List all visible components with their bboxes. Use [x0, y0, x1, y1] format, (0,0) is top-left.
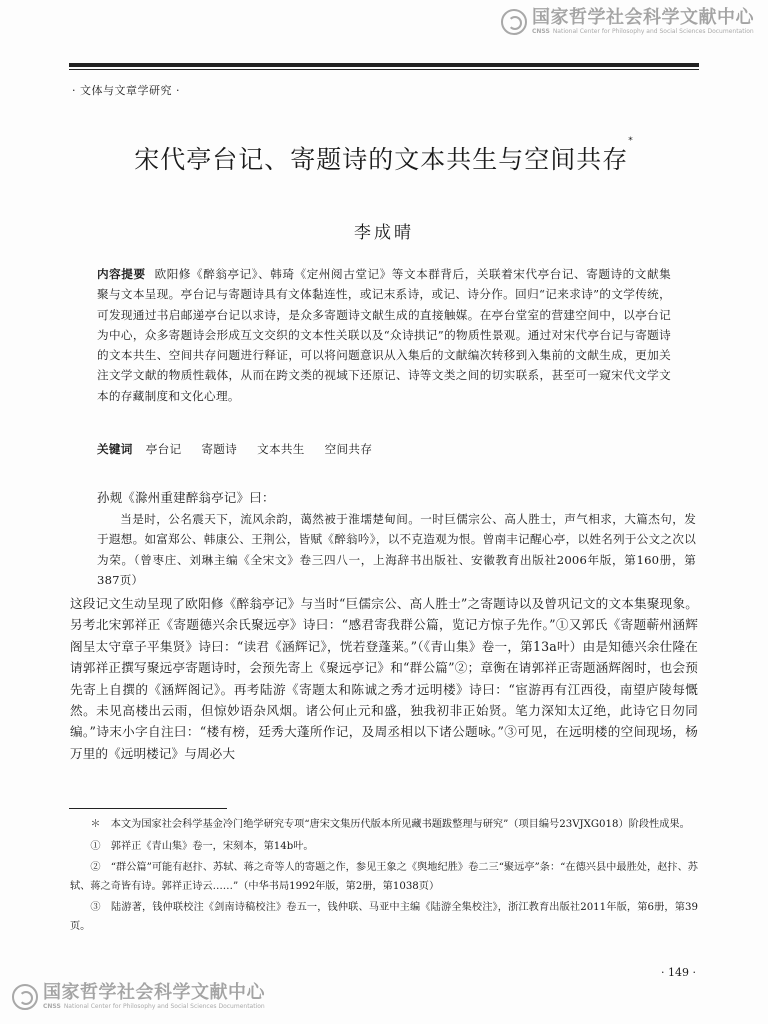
keyword: 亭台记	[145, 442, 182, 456]
article-title: 宋代亭台记、寄题诗的文本共生与空间共存*	[134, 136, 634, 174]
watermark-subtitle: CNSS National Center for Philosophy and Social Sciences Documentation	[532, 28, 754, 35]
footnote: ② “群公篇”可能有赵抃、苏轼、蒋之奇等人的寄题之作，参见王象之《舆地纪胜》卷二三“聚远亭”条：“在德兴县中最胜处，赵抃、苏轼、蒋之奇皆有诗。郭祥正诗云……”（中华书局1992年版，第2册，第1038页）	[70, 862, 698, 892]
logo-icon	[501, 9, 527, 35]
keywords-label: 关键词	[97, 442, 133, 456]
section-label: · 文体与文章学研究 ·	[72, 84, 180, 97]
body-paragraph: 这段记文生动呈现了欧阳修《醉翁亭记》与当时“巨儒宗公、高人胜士”之寄题诗以及曾巩记文的文本集聚现象。另考北宋郭祥正《寄题德兴余氏聚远亭》诗曰：“感君寄我群公篇，览记方惊子先作。”①又郭氏《寄题蕲州涵辉阁呈太守章子平集贤》诗曰：“读君《涵辉记》，恍若登蓬莱。”（《青山集》卷一，第13a叶）由是知德兴余仕隆在请郭祥正撰写聚远亭寄题诗时，会预先寄上《聚远亭记》和“群公篇”②；章衡在请郭祥正寄题涵辉阁时，也会预先寄上自撰的《涵辉阁记》。再考陆游《寄题太和陈诚之秀才远明楼》诗曰：“宦游再有江西役，南望庐陵每慨然。未见高楼出云雨，但惊妙语杂风烟。诸公何止元和盛，独我初非正始贤。笔力深知太辽绝，此诗它日勿同编。”诗末小字自注曰：“楼有榜，廷秀大蓬所作记，及周丞相以下诸公题咏。”③可见，在远明楼的空间现场，杨万里的《远明楼记》与周必大	[70, 596, 698, 761]
footnote-divider	[69, 808, 227, 809]
title-footnote-mark: *	[628, 136, 634, 146]
header-rule-thin	[69, 69, 699, 70]
page-number: · 149 ·	[661, 966, 696, 979]
footnote: ① 郭祥正《青山集》卷一，宋刻本，第14b叶。	[90, 840, 314, 852]
keyword: 文本共生	[257, 442, 305, 456]
keywords	[97, 441, 388, 457]
header-rule-thick	[69, 63, 699, 67]
footnote: ③ 陆游著，钱仲联校注《剑南诗稿校注》卷五一，钱仲联、马亚中主编《陆游全集校注》，浙江教育出版社2011年版，第6册，第39页。	[70, 902, 698, 932]
watermark-subtitle: CNSS National Center for Philosophy and Social Sciences Documentation	[43, 1003, 265, 1010]
abstract-text: 欧阳修《醉翁亭记》、韩琦《定州阅古堂记》等文本群背后，关联着宋代亭台记、寄题诗的文献集聚与文本呈现。亭台记与寄题诗具有文体黏连性，或记末系诗，或记、诗分作。回归“记来求诗”的文学传统，可发现通过书启邮递亭台记以求诗，是众多寄题诗文献生成的直接触媒。在亭台堂室的营建空间中，以亭台记为中心，众多寄题诗会形成互文交织的文本性关联以及“众诗拱记”的物质性景观。通过对宋代亭台记与寄题诗的文本共生、空间共存问题进行释证，可以将问题意识从入集后的文献编次转移到入集前的文献生成，更加关注文学文献的物质性载体，从而在跨文类的视域下还原记、诗等文类之间的切实联系，甚至可一窥宋代文学文本的存藏制度和文化心理。	[97, 267, 672, 403]
watermark-bottom	[12, 984, 265, 1010]
author-name: 李成晴	[354, 223, 414, 243]
watermark-title: 国家哲学社会科学文献中心	[532, 7, 754, 28]
footnotes	[70, 816, 698, 940]
watermark-title: 国家哲学社会科学文献中心	[43, 982, 265, 1003]
abstract-label: 内容提要	[97, 267, 146, 281]
block-quote: 当是时，公名震天下，流风余韵，蔼然被于淮壖楚甸间。一时巨儒宗公、高人胜士，声气相求，大篇杰句，发于遐想。如富郑公、韩康公、王荆公，皆赋《醉翁吟》，以不克造观为恨。曾南丰记醒心亭，以姓名列于公文之次以为荣。（曾枣庄、刘琳主编《全宋文》卷三四八一，上海辞书出版社、安徽教育出版社2006年版，第160册，第387页）	[97, 512, 696, 588]
abstract	[97, 264, 671, 406]
keyword: 寄题诗	[201, 442, 238, 456]
logo-icon	[12, 984, 38, 1010]
intro-line: 孙觌《滁州重建醉翁亭记》曰：	[97, 490, 275, 505]
footnote: ＊ 本文为国家社会科学基金冷门绝学研究专项“唐宋文集历代版本所见藏书题跋整理与研究”（项目编号23VJXG018）阶段性成果。	[90, 819, 690, 830]
keyword: 空间共存	[324, 442, 373, 456]
watermark-top	[501, 9, 754, 35]
